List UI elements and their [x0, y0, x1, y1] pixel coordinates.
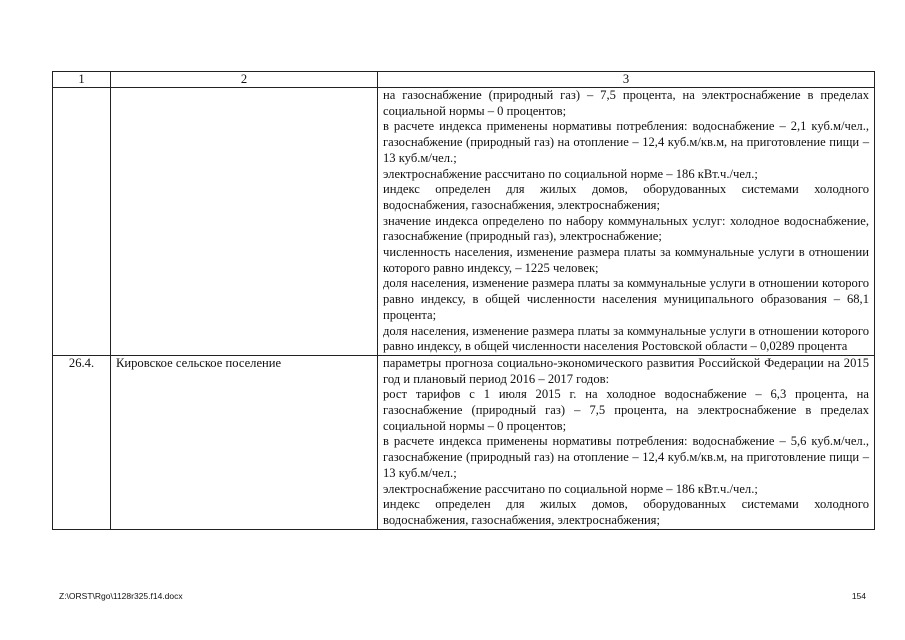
header-col-3: 3 — [378, 72, 875, 88]
row-name-cell — [111, 88, 378, 356]
table-header-row — [53, 72, 875, 88]
row-parameters-cell — [378, 355, 875, 529]
parameter-line: электроснабжение рассчитано по социальной норме – 186 кВт.ч./чел.; — [383, 481, 758, 496]
parameter-line: индекс определен для жилых домов, оборудованных системами холодного водоснабжения, газоснабжения, электроснабжения; — [383, 182, 869, 212]
parameter-line: в расчете индекса применены нормативы потребления: водоснабжение – 2,1 куб.м/чел., газоснабжение (природный газ) на отопление – 12,4 куб.м/кв.м, на приготовление пищи – 13 куб.м/чел.; — [383, 119, 869, 165]
footer-file-path: Z:\ORST\Rgo\1128r325.f14.docx — [59, 591, 183, 601]
parameter-line: индекс определен для жилых домов, оборудованных системами холодного водоснабжения, газоснабжения, электроснабжения; — [383, 497, 869, 527]
row-parameters-cell — [378, 88, 875, 356]
row-number-cell — [53, 88, 111, 356]
parameter-line: доля населения, изменение размера платы за коммунальные услуги в отношении которого равно индексу, в общей численности населения Ростовской области – 0,0289 процента — [383, 323, 869, 354]
footer-page-number: 154 — [851, 591, 866, 601]
parameter-line: рост тарифов с 1 июля 2015 г. на холодное водоснабжение – 6,3 процента, на газоснабжение (природный газ) – 7,5 процента, на электроснабжение в пределах социальной нормы – 0 процентов; — [383, 387, 869, 433]
parameter-line: значение индекса определено по набору коммунальных услуг: холодное водоснабжение, газоснабжение (природный газ), электроснабжение; — [383, 213, 869, 244]
parameter-line: численность населения, изменение размера платы за коммунальные услуги в отношении которого равно индексу, – 1225 человек; — [383, 245, 869, 275]
header-col-1: 1 — [53, 72, 111, 88]
parameter-line: электроснабжение рассчитано по социальной норме – 186 кВт.ч./чел.; — [383, 166, 758, 181]
header-col-2: 2 — [111, 72, 378, 88]
parameter-line: доля населения, изменение размера платы за коммунальные услуги в отношении которого равно индексу, в общей численности населения муниципального образования – 68,1 процента; — [383, 276, 869, 322]
regulation-table — [52, 71, 875, 530]
table-row — [53, 88, 875, 356]
row-number-cell: 26.4. — [53, 355, 111, 529]
table-row — [53, 355, 875, 529]
parameter-line: параметры прогноза социально-экономического развития Российской Федерации на 2015 год и плановый период 2016 – 2017 годов: — [383, 355, 869, 386]
parameter-line: на газоснабжение (природный газ) – 7,5 процента, на электроснабжение в пределах социальной нормы – 0 процентов; — [383, 88, 869, 118]
row-name-cell: Кировское сельское поселение — [111, 355, 378, 529]
parameter-line: в расчете индекса применены нормативы потребления: водоснабжение – 5,6 куб.м/чел., газоснабжение (природный газ) на отопление – 12,4 куб.м/кв.м, на приготовление пищи – 13 куб.м/чел.; — [383, 434, 869, 480]
